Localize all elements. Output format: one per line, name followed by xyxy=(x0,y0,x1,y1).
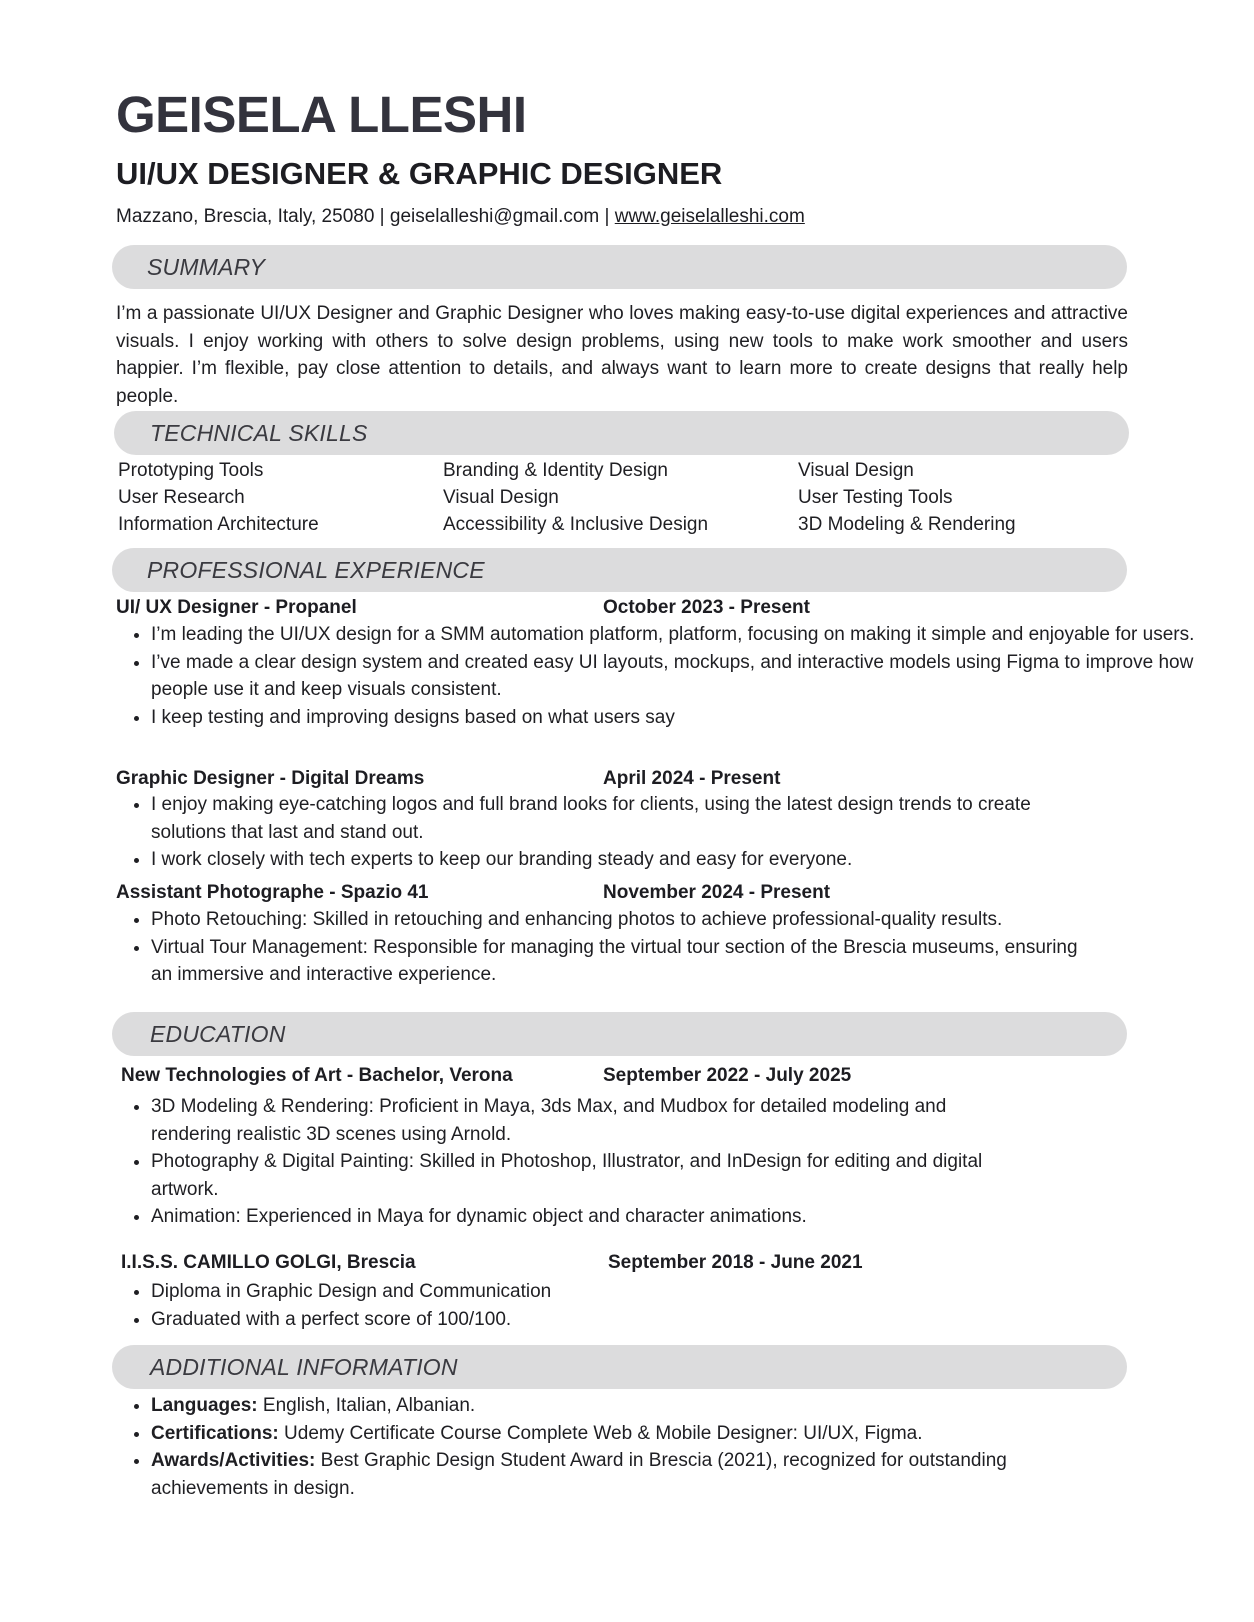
section-title: TECHNICAL SKILLS xyxy=(150,420,368,446)
certifications-text: Udemy Certificate Course Complete Web & Mobile Designer: UI/UX, Figma. xyxy=(278,1422,923,1444)
skill-item: Accessibility & Inclusive Design xyxy=(443,514,709,535)
section-header-summary xyxy=(112,245,1127,289)
contact-details: Mazzano, Brescia, Italy, 25080 | geiselalleshi@gmail.com | xyxy=(116,206,615,227)
education-title: I.I.S.S. CAMILLO GOLGI, Brescia xyxy=(121,1252,416,1273)
job-date: October 2023 - Present xyxy=(603,597,810,618)
education-bullets xyxy=(122,1093,1031,1231)
list-item xyxy=(151,1447,1061,1502)
candidate-name: GEISELA LLESHI xyxy=(116,86,527,143)
section-header-technical-skills xyxy=(114,411,1129,455)
list-item: • I keep testing and improving designs based on what users say xyxy=(151,704,1231,732)
summary-paragraph: I’m a passionate UI/UX Designer and Graphic Designer who loves making easy-to-use digital experiences and attractive visuals. I enjoy working with others to solve design problems, using new tools to make work smoother and users happier. I’m flexible, pay close attention to details, and always want to learn more to create designs that really help people. xyxy=(116,303,1128,407)
job-bullets xyxy=(122,621,1231,731)
list-item: • 3D Modeling & Rendering: Proficient in Maya, 3ds Max, and Mudbox for detailed modeling and rendering realistic 3D scenes using Arnold. xyxy=(151,1093,1031,1148)
job-title: UI/ UX Designer - Propanel xyxy=(116,597,357,618)
list-item: • Virtual Tour Management: Responsible for managing the virtual tour section of the Brescia museums, ensuring an immersive and interactive experience. xyxy=(151,934,1081,989)
job-role-title: UI/UX DESIGNER & GRAPHIC DESIGNER xyxy=(116,156,723,191)
section-title: PROFESSIONAL EXPERIENCE xyxy=(147,557,485,583)
list-item: • Diploma in Graphic Design and Communication xyxy=(151,1278,1031,1306)
list-item: • I’ve made a clear design system and created easy UI layouts, mockups, and interactive models using Figma to improve how people use it and keep visuals consistent. xyxy=(151,649,1231,704)
skill-item: User Testing Tools xyxy=(798,487,953,508)
section-title: SUMMARY xyxy=(147,254,266,280)
education-date: September 2022 - July 2025 xyxy=(603,1065,852,1086)
skill-item: 3D Modeling & Rendering xyxy=(798,514,1016,535)
education-title: New Technologies of Art - Bachelor, Verona xyxy=(121,1065,513,1086)
job-title: Assistant Photographe - Spazio 41 xyxy=(116,882,429,903)
skill-item: User Research xyxy=(118,487,245,508)
job-title: Graphic Designer - Digital Dreams xyxy=(116,768,425,789)
job-date: November 2024 - Present xyxy=(603,882,831,903)
skill-item: Branding & Identity Design xyxy=(443,460,668,481)
skill-item: Visual Design xyxy=(798,460,914,481)
education-date: September 2018 - June 2021 xyxy=(608,1252,863,1273)
section-header-experience xyxy=(112,548,1127,592)
list-item xyxy=(151,1420,1061,1448)
list-item: • I work closely with tech experts to keep our branding steady and easy for everyone. xyxy=(151,846,1046,874)
awards-text: Best Graphic Design Student Award in Brescia (2021), recognized for outstanding achievements in design. xyxy=(151,1450,1007,1499)
list-item: • Photo Retouching: Skilled in retouching and enhancing photos to achieve professional-quality results. xyxy=(151,906,1081,934)
awards-label: Awards/Activities: xyxy=(151,1450,316,1471)
skill-item: Visual Design xyxy=(443,487,559,508)
website-link[interactable]: www.geiselalleshi.com xyxy=(614,206,805,227)
additional-bullets xyxy=(122,1392,1061,1502)
list-item: • I enjoy making eye-catching logos and full brand looks for clients, using the latest design trends to create solutions that last and stand out. xyxy=(151,791,1046,846)
section-title: ADDITIONAL INFORMATION xyxy=(150,1354,458,1380)
languages-text: English, Italian, Albanian. xyxy=(257,1395,476,1416)
section-header-education xyxy=(112,1012,1127,1056)
list-item: • Animation: Experienced in Maya for dynamic object and character animations. xyxy=(151,1203,1031,1231)
job-bullets xyxy=(122,906,1081,989)
contact-line xyxy=(116,204,805,230)
job-bullets xyxy=(122,791,1046,874)
certifications-label: Certifications: xyxy=(151,1422,279,1444)
skill-item: Prototyping Tools xyxy=(118,460,264,481)
section-header-additional-information xyxy=(112,1345,1127,1389)
list-item: • I’m leading the UI/UX design for a SMM automation platform, platform, focusing on making it simple and enjoyable for users. xyxy=(151,621,1231,649)
list-item xyxy=(151,1392,1061,1420)
education-bullets xyxy=(122,1278,1031,1333)
list-item: • Photography & Digital Painting: Skilled in Photoshop, Illustrator, and InDesign for editing and digital artwork. xyxy=(151,1148,1031,1203)
skill-item: Information Architecture xyxy=(118,514,319,535)
languages-label: Languages: xyxy=(151,1395,258,1416)
list-item: • Graduated with a perfect score of 100/100. xyxy=(151,1306,1031,1334)
job-date: April 2024 - Present xyxy=(603,768,781,789)
section-title: EDUCATION xyxy=(150,1021,286,1047)
